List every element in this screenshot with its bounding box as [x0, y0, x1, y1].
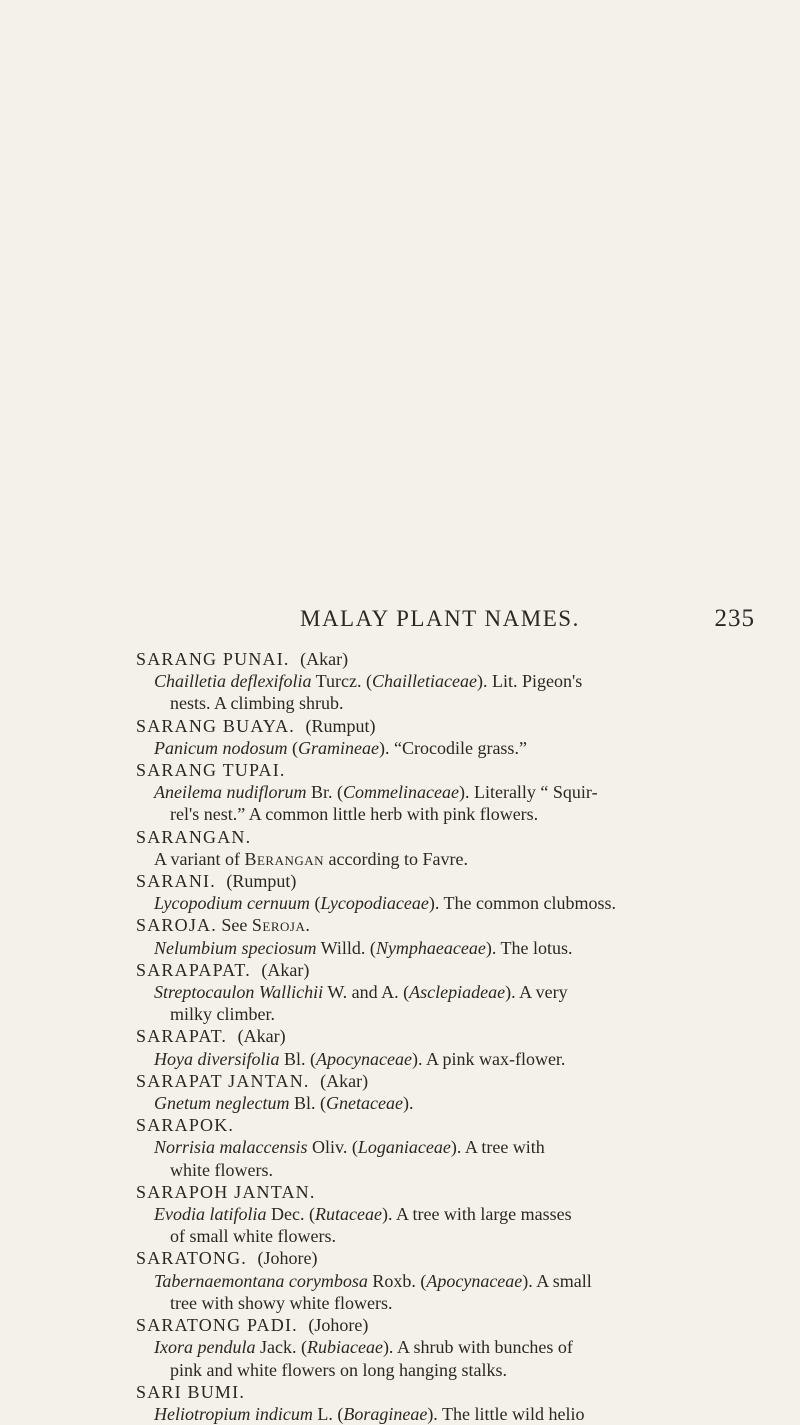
- plant-type: (Akar): [237, 1026, 286, 1047]
- definition-line: [136, 670, 758, 692]
- definition-text: ). A shrub with bunches of: [382, 1337, 573, 1358]
- entry-head-line: [136, 715, 758, 737]
- headword: SARAPAT.: [136, 1026, 228, 1047]
- headword: SARANG BUAYA.: [136, 715, 295, 736]
- dictionary-entry: [136, 1025, 758, 1069]
- botanical-name: Panicum nodosum: [154, 737, 288, 758]
- definition-text: ). A small: [522, 1270, 592, 1291]
- definition-text: ). Literally “ Squir-: [458, 782, 598, 803]
- definition-continuation: tree with showy white flowers.: [170, 1292, 393, 1313]
- dictionary-entry: [136, 1181, 758, 1248]
- plant-family: Asclepiadeae: [409, 982, 506, 1003]
- plant-family: Commelinaceae: [343, 782, 459, 803]
- botanical-name: Nelumbium speciosum: [154, 937, 317, 958]
- botanical-name: Tabernaemontana corymbosa: [154, 1270, 368, 1291]
- plant-family: Loganiaceae: [357, 1137, 451, 1158]
- entry-head-line: [136, 1070, 758, 1092]
- definition-line: [136, 1203, 758, 1225]
- plant-type: (Akar): [300, 649, 349, 669]
- entry-head-line: [136, 1381, 758, 1403]
- entry-head-line: [136, 759, 758, 781]
- entry-head-line: [136, 648, 758, 670]
- definition-text: ).: [402, 1093, 414, 1114]
- authority-text: Br. (: [306, 782, 343, 803]
- headword: SARAPOK.: [136, 1115, 235, 1136]
- entry-head-line: [136, 826, 758, 848]
- dictionary-entry: [136, 870, 758, 914]
- definition-continuation: of small white flowers.: [170, 1226, 336, 1247]
- dictionary-entry: [136, 1381, 758, 1425]
- entry-head-line: [136, 1181, 758, 1203]
- authority-text: Bl. (: [279, 1048, 316, 1069]
- definition-text: A variant of: [154, 848, 245, 869]
- entry-head-line: [136, 870, 758, 892]
- definition-line: [136, 1336, 758, 1358]
- botanical-name: Lycopodium cernuum: [154, 893, 310, 914]
- plant-type: (Johore): [257, 1248, 318, 1269]
- definition-continuation: pink and white flowers on long hanging stalks.: [170, 1359, 507, 1380]
- headword: SARANG TUPAI.: [136, 760, 286, 781]
- definition-text: ). The common clubmoss.: [428, 893, 617, 914]
- plant-family: Apocynaceae: [426, 1270, 523, 1291]
- authority-text: Oliv. (: [307, 1137, 358, 1158]
- headword: SARAPAT JANTAN.: [136, 1070, 310, 1091]
- headword: SARANI.: [136, 871, 216, 892]
- headword: SARATONG PADI.: [136, 1315, 298, 1336]
- authority-text: Turcz. (: [311, 671, 372, 692]
- headword: SARAPOH JANTAN.: [136, 1181, 316, 1202]
- definition-line: [136, 1270, 758, 1292]
- headword: SARANGAN.: [136, 826, 252, 847]
- entry-head-line: [136, 1314, 758, 1336]
- botanical-name: Aneilema nudiflorum: [154, 782, 307, 803]
- definition-line: [136, 1136, 758, 1158]
- headword: SARAPAPAT.: [136, 959, 251, 980]
- authority-text: Jack. (: [255, 1337, 307, 1358]
- authority-text: Bl. (: [289, 1093, 326, 1114]
- cross-reference-term: Berangan: [244, 848, 325, 869]
- authority-text: (: [287, 737, 298, 758]
- definition-text: ). The lotus.: [485, 937, 573, 958]
- entry-head-line: [136, 914, 758, 936]
- dictionary-entry: [136, 1070, 758, 1114]
- definition-line: [136, 981, 758, 1003]
- plant-type: (Johore): [308, 1315, 369, 1336]
- definition-continuation: white flowers.: [170, 1159, 273, 1180]
- entry-head-line: [136, 959, 758, 981]
- entry-head-line: [136, 1114, 758, 1136]
- dictionary-entry: [136, 1247, 758, 1314]
- plant-family: Gnetaceae: [325, 1093, 403, 1114]
- botanical-name: Heliotropium indicum: [154, 1403, 313, 1424]
- cross-reference-term: Seroja: [251, 915, 306, 936]
- botanical-name: Gnetum neglectum: [154, 1093, 290, 1114]
- dictionary-entry: [136, 1314, 758, 1381]
- authority-text: Roxb. (: [367, 1270, 427, 1291]
- dictionary-entry: [136, 759, 758, 826]
- plant-family: Lycopodiaceae: [320, 893, 429, 914]
- definition-line: [136, 1048, 758, 1070]
- definition-continuation: nests. A climbing shrub.: [170, 693, 344, 714]
- botanical-name: Evodia latifolia: [154, 1204, 267, 1225]
- entry-head-line: [136, 1247, 758, 1269]
- headword: SARATONG.: [136, 1248, 247, 1269]
- dictionary-entry: [136, 959, 758, 1026]
- entry-head-line: [136, 1025, 758, 1047]
- definition-line: [136, 892, 758, 914]
- botanical-name: Hoya diversifolia: [154, 1048, 280, 1069]
- cross-reference-text: See: [221, 915, 252, 936]
- dictionary-entry: [136, 826, 758, 870]
- definition-text: ). A tree with large masses: [381, 1204, 572, 1225]
- cross-reference-text: .: [305, 915, 310, 936]
- authority-text: Willd. (: [316, 937, 376, 958]
- plant-family: Rutaceae: [314, 1204, 382, 1225]
- plant-type: (Akar): [261, 959, 310, 980]
- headword: SARANG PUNAI.: [136, 649, 290, 669]
- definition-continuation: milky climber.: [170, 1004, 275, 1025]
- definition-text: ). A pink wax-flower.: [411, 1048, 566, 1069]
- botanical-name: Streptocaulon Wallichii: [154, 982, 324, 1003]
- authority-text: (: [309, 893, 321, 914]
- definition-line: [136, 1403, 758, 1425]
- definition-line: [136, 848, 758, 870]
- plant-type: (Rumput): [305, 715, 376, 736]
- plant-family: Nymphaeaceae: [375, 937, 486, 958]
- dictionary-entries: [136, 648, 758, 1425]
- authority-text: L. (: [312, 1403, 344, 1424]
- running-title: MALAY PLANT NAMES.: [300, 606, 580, 631]
- definition-line: [136, 737, 758, 759]
- plant-family: Rubiaceae: [306, 1337, 383, 1358]
- headword: SAROJA.: [136, 915, 217, 936]
- definition-text: ). Lit. Pigeon's: [476, 671, 583, 692]
- dictionary-entry: [136, 648, 758, 715]
- botanical-name: Chailletia deflexifolia: [154, 671, 312, 692]
- definition-continuation: rel's nest.” A common little herb with pink flowers.: [170, 804, 539, 825]
- headword: SARI BUMI.: [136, 1381, 246, 1402]
- definition-text: ). The little wild helio: [427, 1403, 585, 1424]
- definition-text: ). A very: [505, 982, 568, 1003]
- dictionary-entry: [136, 914, 758, 958]
- plant-family: Chailletiaceae: [372, 671, 477, 692]
- definition-text: ). A tree with: [450, 1137, 545, 1158]
- dictionary-entry: [136, 1114, 758, 1181]
- authority-text: Dec. (: [266, 1204, 315, 1225]
- definition-text: ). “Crocodile grass.”: [378, 737, 527, 758]
- definition-line: [136, 937, 758, 959]
- definition-text: according to Favre.: [324, 848, 468, 869]
- plant-family: Gramineae: [298, 737, 379, 758]
- botanical-name: Norrisia malaccensis: [154, 1137, 308, 1158]
- plant-type: (Akar): [320, 1070, 369, 1091]
- dictionary-entry: [136, 715, 758, 759]
- page-number: 235: [714, 605, 755, 632]
- plant-family: Boragineae: [343, 1403, 428, 1424]
- definition-line: [136, 1092, 758, 1114]
- definition-line: [136, 781, 758, 803]
- plant-type: (Rumput): [226, 871, 297, 892]
- botanical-name: Ixora pendula: [154, 1337, 256, 1358]
- plant-family: Apocynaceae: [316, 1048, 412, 1069]
- page-header: [300, 605, 755, 633]
- authority-text: W. and A. (: [323, 982, 410, 1003]
